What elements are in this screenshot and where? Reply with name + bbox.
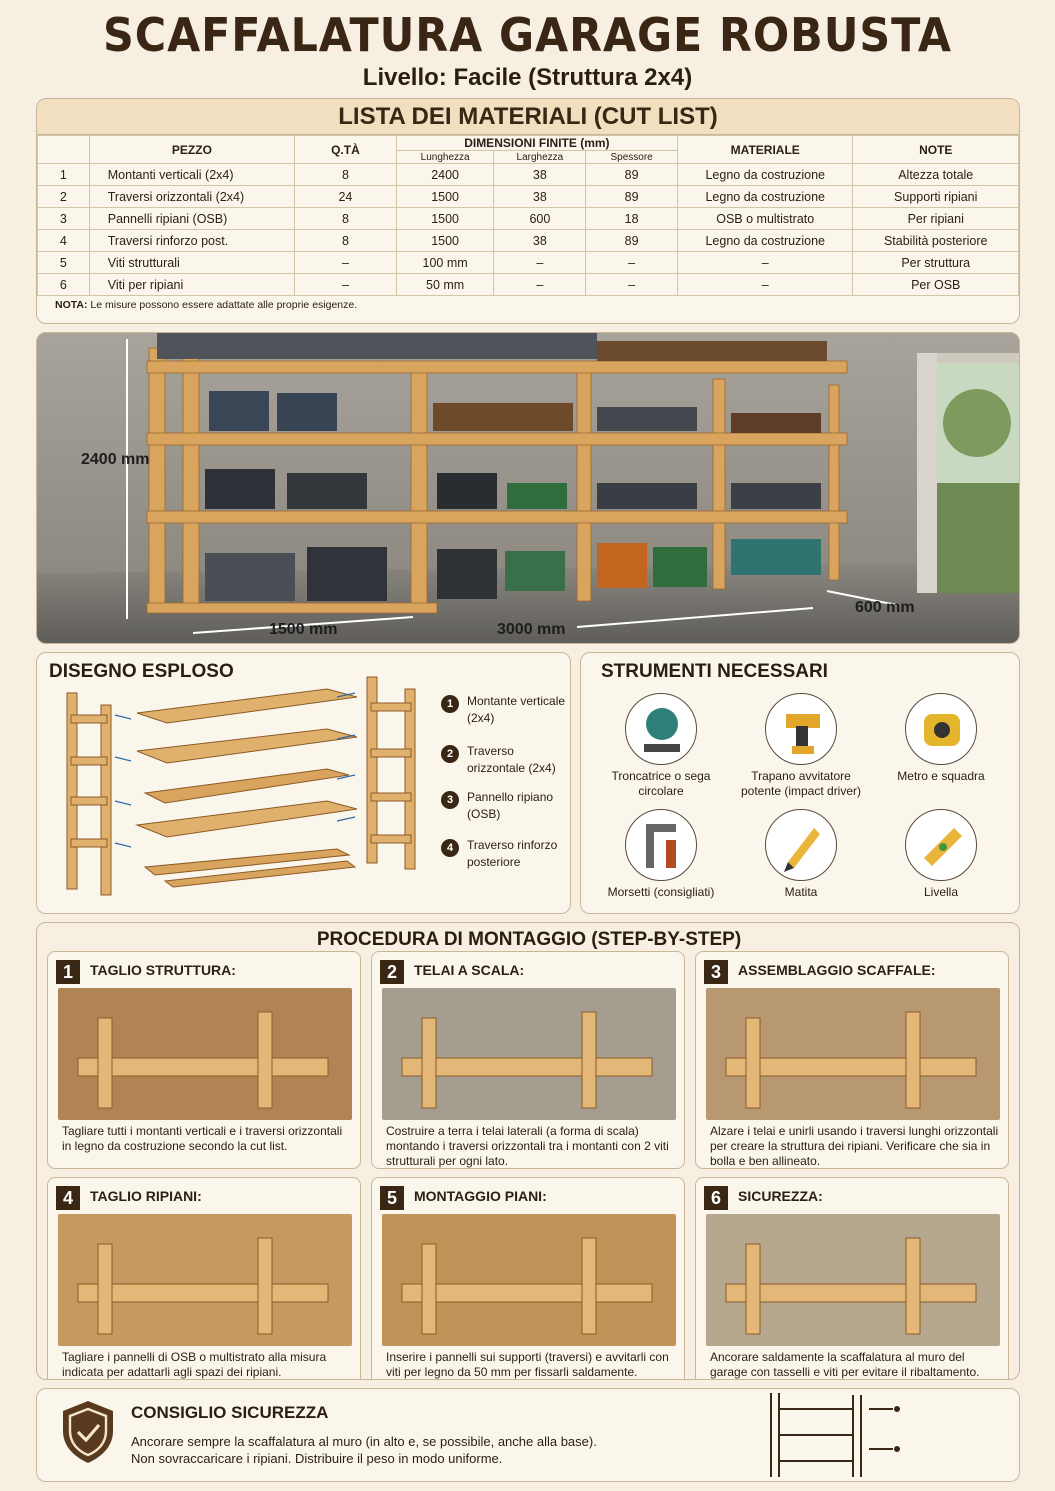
tool-item: [591, 693, 731, 799]
cell-lunghezza: 1500: [396, 186, 494, 208]
cell-spessore: 89: [586, 230, 678, 252]
miter-saw-icon: [625, 693, 697, 765]
legend-label: Traverso orizzontale (2x4): [467, 744, 556, 775]
cell-spessore: –: [586, 252, 678, 274]
cell-lunghezza: 1500: [396, 208, 494, 230]
cut-list-title: LISTA DEI MATERIALI (CUT LIST): [37, 99, 1019, 135]
cell-note: Per OSB: [853, 274, 1019, 296]
table-row: [38, 230, 1019, 252]
step-card: [695, 951, 1009, 1169]
step-text: Alzare i telai e unirli usando i traversi lunghi orizzontali per creare la struttura dei ripiani. Verificare che sia in bolla e ben allineato.: [710, 1124, 999, 1168]
page-subtitle: Livello: Facile (Struttura 2x4): [362, 64, 693, 91]
wall-anchor-diagram: [763, 1391, 943, 1479]
cell-pezzo: Traversi orizzontali (2x4): [89, 186, 294, 208]
tool-label: Livella: [923, 885, 959, 899]
tool-item: [871, 693, 1011, 784]
step-card: [47, 951, 361, 1169]
note-text: Le misure possono essere adattate alle proprie esigenze.: [90, 299, 358, 311]
step-text: Inserire i pannelli sui supporti (traversi) e avvitarli con viti per legno da 50 mm per fissarli saldamente.: [386, 1350, 669, 1379]
step-number: 1: [56, 960, 80, 984]
cell-n: 3: [38, 208, 90, 230]
safety-title: CONSIGLIO SICUREZZA: [131, 1403, 329, 1422]
clamp-icon: [625, 809, 697, 881]
cell-materiale: Legno da costruzione: [678, 186, 853, 208]
garage-shelf-photo: [36, 332, 1020, 644]
height-dimension: 2400 mm: [81, 451, 150, 468]
cell-n: 5: [38, 252, 90, 274]
exploded-title: DISEGNO ESPLOSO: [49, 661, 234, 682]
cell-materiale: Legno da costruzione: [678, 164, 853, 186]
total-width-dimension: 3000 mm: [497, 621, 566, 638]
step-photo: [382, 1214, 676, 1346]
cell-larghezza: –: [494, 274, 586, 296]
step-number: 3: [704, 960, 728, 984]
tool-item: [871, 809, 1011, 900]
note-label: NOTA:: [55, 299, 88, 311]
cell-pezzo: Viti per ripiani: [89, 274, 294, 296]
tool-label: Matita: [784, 885, 818, 899]
safety-line-2: Non sovraccaricare i ripiani. Distribuire il peso in modo uniforme.: [131, 1451, 503, 1466]
step-title: ASSEMBLAGGIO SCAFFALE:: [738, 962, 936, 978]
cell-note: Per ripiani: [853, 208, 1019, 230]
cell-qty: –: [295, 252, 397, 274]
legend-label: Montante verticale (2x4): [467, 694, 566, 725]
cell-note: Stabilità posteriore: [853, 230, 1019, 252]
step-text: Ancorare saldamente la scaffalatura al muro del garage con tasselli e viti per evitare il ribaltamento.: [710, 1350, 980, 1379]
depth-dimension: 600 mm: [855, 599, 915, 616]
cell-qty: 8: [295, 208, 397, 230]
legend-number: 1: [441, 695, 459, 713]
cut-list-table: [37, 135, 1019, 296]
cell-n: 4: [38, 230, 90, 252]
step-number: 5: [380, 1186, 404, 1210]
cell-larghezza: –: [494, 252, 586, 274]
step-card: [47, 1177, 361, 1380]
table-row: [38, 186, 1019, 208]
step-card: [695, 1177, 1009, 1380]
cell-qty: 8: [295, 230, 397, 252]
cell-spessore: 18: [586, 208, 678, 230]
cell-n: 2: [38, 186, 90, 208]
cell-materiale: Legno da costruzione: [678, 230, 853, 252]
cell-lunghezza: 1500: [396, 230, 494, 252]
cell-larghezza: 38: [494, 186, 586, 208]
tools-panel: [580, 652, 1020, 914]
step-text: Tagliare i pannelli di OSB o multistrato alla misura indicata per adattarli agli spazi dei ripiani.: [62, 1350, 327, 1379]
level-icon: [905, 809, 977, 881]
cell-pezzo: Traversi rinforzo post.: [89, 230, 294, 252]
tool-label: Morsetti (consigliati): [607, 885, 715, 899]
step-card: [371, 951, 685, 1169]
col-lunghezza: Lunghezza: [396, 151, 494, 164]
procedure-title: PROCEDURA DI MONTAGGIO (STEP-BY-STEP): [316, 929, 742, 950]
step-number: 4: [56, 1186, 80, 1210]
safety-text: [131, 1433, 597, 1467]
step-text: Costruire a terra i telai laterali (a forma di scala) montando i traversi orizzontali tra i montanti con 2 viti strutturali per ogni lato.: [386, 1124, 669, 1168]
safety-line-1: Ancorare sempre la scaffalatura al muro (in alto e, se possibile, anche alla base).: [131, 1434, 597, 1449]
cut-list-panel: [36, 98, 1020, 324]
cell-n: 6: [38, 274, 90, 296]
cell-materiale: –: [678, 274, 853, 296]
step-title: TELAI A SCALA:: [414, 962, 525, 978]
step-photo: [706, 988, 1000, 1120]
cell-note: Per struttura: [853, 252, 1019, 274]
cell-n: 1: [38, 164, 90, 186]
tool-label: Trapano avvitatore potente (impact driver): [740, 769, 862, 798]
width-dimension: 1500 mm: [269, 621, 338, 638]
cell-qty: 24: [295, 186, 397, 208]
impact-driver-icon: [765, 693, 837, 765]
step-title: TAGLIO RIPIANI:: [90, 1188, 202, 1204]
cell-qty: –: [295, 274, 397, 296]
table-row: [38, 274, 1019, 296]
col-qty: Q.TÀ: [295, 136, 397, 164]
cell-spessore: –: [586, 274, 678, 296]
tool-label: Metro e squadra: [897, 769, 985, 783]
cell-larghezza: 600: [494, 208, 586, 230]
tool-item: [731, 809, 871, 900]
col-larghezza: Larghezza: [494, 151, 586, 164]
step-number: 6: [704, 1186, 728, 1210]
table-row: [38, 208, 1019, 230]
page-title: SCAFFALATURA GARAGE ROBUSTA: [103, 8, 952, 62]
step-title: MONTAGGIO PIANI:: [414, 1188, 547, 1204]
col-note: NOTE: [853, 136, 1019, 164]
pencil-icon: [765, 809, 837, 881]
cell-pezzo: Pannelli ripiani (OSB): [89, 208, 294, 230]
cut-list-note: [37, 296, 1019, 314]
tool-item: [591, 809, 731, 900]
step-card: [371, 1177, 685, 1380]
table-row: [38, 164, 1019, 186]
legend-number: 3: [441, 791, 459, 809]
tool-item: [731, 693, 871, 799]
legend-number: 2: [441, 745, 459, 763]
table-row: [38, 252, 1019, 274]
cell-lunghezza: 2400: [396, 164, 494, 186]
cell-lunghezza: 50 mm: [396, 274, 494, 296]
step-photo: [58, 988, 352, 1120]
procedure-panel: [36, 922, 1020, 1380]
cell-spessore: 89: [586, 164, 678, 186]
step-title: SICUREZZA:: [738, 1188, 823, 1204]
col-pezzo: PEZZO: [89, 136, 294, 164]
cell-materiale: OSB o multistrato: [678, 208, 853, 230]
cell-larghezza: 38: [494, 164, 586, 186]
col-materiale: MATERIALE: [678, 136, 853, 164]
col-spessore: Spessore: [586, 151, 678, 164]
safety-panel: [36, 1388, 1020, 1482]
tape-measure-icon: [905, 693, 977, 765]
step-title: TAGLIO STRUTTURA:: [90, 962, 236, 978]
step-text: Tagliare tutti i montanti verticali e i traversi orizzontali in legno da costruzione secondo la cut list.: [62, 1124, 343, 1153]
cell-materiale: –: [678, 252, 853, 274]
col-dims: DIMENSIONI FINITE (mm): [396, 136, 677, 151]
cell-pezzo: Viti strutturali: [89, 252, 294, 274]
legend-number: 4: [441, 839, 459, 857]
cell-lunghezza: 100 mm: [396, 252, 494, 274]
tools-title: STRUMENTI NECESSARI: [601, 661, 828, 682]
legend-label: Pannello ripiano (OSB): [467, 790, 554, 821]
cell-pezzo: Montanti verticali (2x4): [89, 164, 294, 186]
legend-label: Traverso rinforzo posteriore: [467, 838, 558, 869]
cell-larghezza: 38: [494, 230, 586, 252]
tool-label: Troncatrice o sega circolare: [611, 769, 711, 798]
cell-note: Altezza totale: [853, 164, 1019, 186]
cell-spessore: 89: [586, 186, 678, 208]
exploded-view-panel: [36, 652, 571, 914]
step-number: 2: [380, 960, 404, 984]
step-photo: [58, 1214, 352, 1346]
garage-illustration: [37, 333, 1020, 644]
step-photo: [382, 988, 676, 1120]
step-photo: [706, 1214, 1000, 1346]
cell-note: Supporti ripiani: [853, 186, 1019, 208]
shield-check-icon: [59, 1399, 117, 1465]
cell-qty: 8: [295, 164, 397, 186]
